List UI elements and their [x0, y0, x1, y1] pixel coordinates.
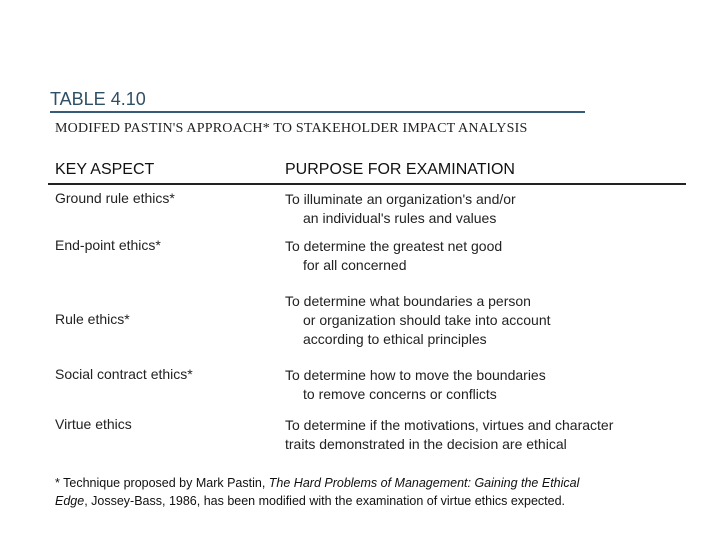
- purpose-line: To determine if the motivations, virtues and character: [285, 417, 614, 433]
- footnote-line: [55, 492, 675, 510]
- table-title: MODIFED PASTIN'S APPROACH* TO STAKEHOLDER IMPACT ANALYSIS: [55, 121, 528, 136]
- footnote-suffix: , Jossey-Bass, 1986, has been modified with the examination of virtue ethics expected.: [84, 494, 566, 508]
- purpose-line: To determine how to move the boundaries: [285, 367, 546, 383]
- purpose-cell: [285, 416, 613, 454]
- footnote-prefix: * Technique proposed by Mark Pastin,: [55, 476, 269, 490]
- header-purpose: PURPOSE FOR EXAMINATION: [285, 161, 515, 178]
- purpose-cell: [285, 366, 546, 404]
- purpose-cell: [285, 292, 551, 349]
- purpose-line: or organization should take into account: [303, 312, 551, 328]
- purpose-line: to remove concerns or conflicts: [303, 386, 497, 402]
- footnote-book-title: The Hard Problems of Management: Gaining the Ethical: [268, 476, 580, 490]
- table-footnote: [55, 474, 675, 510]
- purpose-line: To determine the greatest net good: [285, 238, 503, 254]
- purpose-cell: [285, 190, 516, 228]
- footnote-book-title-end: Edge: [55, 494, 85, 508]
- header-key-aspect: KEY ASPECT: [55, 161, 155, 178]
- purpose-line: To determine what boundaries a person: [285, 293, 531, 309]
- aspect-cell: Virtue ethics: [55, 416, 132, 432]
- purpose-line: traits demonstrated in the decision are ethical: [285, 436, 567, 452]
- purpose-line: according to ethical principles: [303, 331, 487, 347]
- purpose-line: for all concerned: [303, 257, 407, 273]
- purpose-line: To illuminate an organization's and/or: [285, 191, 516, 207]
- aspect-cell: End-point ethics*: [55, 237, 161, 253]
- purpose-line: an individual's rules and values: [303, 210, 497, 226]
- purpose-cell: [285, 237, 502, 275]
- table-number-label: TABLE 4.10: [50, 89, 146, 109]
- title-divider: [50, 111, 585, 113]
- aspect-cell: Ground rule ethics*: [55, 190, 175, 206]
- aspect-cell: Rule ethics*: [55, 311, 130, 327]
- header-divider: [48, 183, 686, 185]
- aspect-cell: Social contract ethics*: [55, 366, 193, 382]
- footnote-line: [55, 474, 675, 492]
